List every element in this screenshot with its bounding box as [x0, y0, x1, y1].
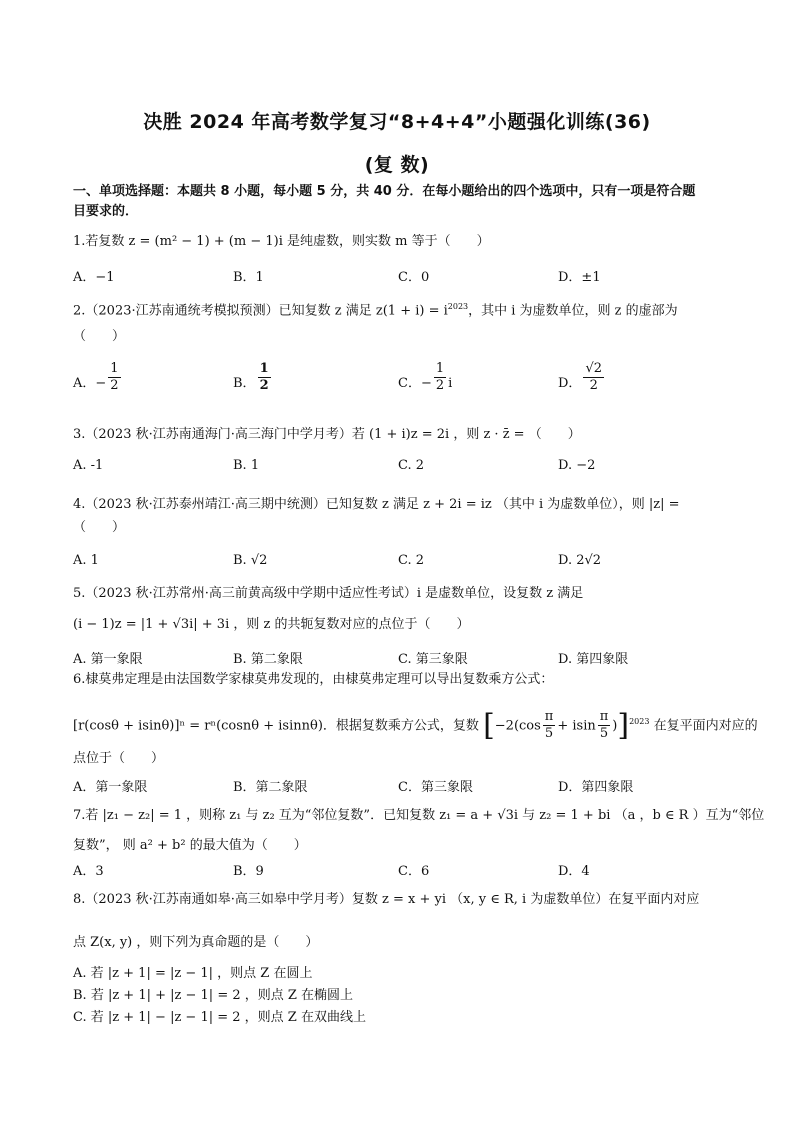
option-b: B．9 [233, 864, 264, 879]
option-c-imag-unit: i [448, 376, 453, 391]
question-7-stem: 7.若 |z₁ − z₂| = 1 ，则称 z₁ 与 z₂ 互为“邻位复数”．已知复数 z₁ = a + √3i 与 z₂ = 1 + bi （a ，b ∈ R ）互为“邻位 [73, 808, 765, 823]
fraction-denominator: 2 [110, 378, 119, 393]
option-a: A．−1 [73, 270, 115, 285]
option-d: D. 2√2 [558, 553, 602, 568]
question-3-options [73, 458, 733, 480]
fraction-denominator: 5 [599, 726, 609, 742]
option-a: A. 1 [73, 553, 99, 568]
question-2-stem-a: 2.（2023·江苏南通统考模拟预测）已知复数 z 满足 z(1 + i) = i [73, 303, 448, 319]
pi-over-five-fraction [543, 709, 556, 742]
question-8-option-b: B. 若 |z + 1| + |z − 1| = 2 ，则点 Z 在椭圆上 [73, 988, 354, 1003]
option-b: B. 第二象限 [233, 652, 303, 667]
question-5-stem: 5.（2023 秋·江苏常州·高三前黄高级中学期中适应性考试）i 是虚数单位，设复数 z 满足 [73, 586, 584, 601]
option-d: D. −2 [558, 458, 596, 473]
option-a: A．第一象限 [73, 780, 148, 795]
question-5-stem-cont: (i − 1)z = |1 + √3i| + 3i ，则 z 的共轭复数对应的点位于（ ） [73, 617, 470, 632]
question-6-inner-a: −2(cos [494, 718, 541, 734]
pi-over-five-fraction-2 [598, 709, 611, 742]
question-6-options [73, 776, 733, 798]
question-7-stem-cont: 复数”， 则 a² + b² 的最大值为（ ） [73, 838, 307, 853]
question-4-paren: （ ） [73, 520, 126, 535]
option-d: D．4 [558, 864, 590, 879]
option-a-label: A． [73, 376, 96, 391]
fraction-denominator: 2 [435, 378, 445, 393]
question-1-options [73, 266, 733, 288]
question-2-exponent: 2023 [447, 302, 469, 311]
option-c [398, 361, 453, 394]
question-2-stem-b: ，其中 i 为虚数单位，则 z 的虚部为 [468, 303, 678, 319]
option-a-fraction [108, 361, 120, 394]
option-c: C．第三象限 [398, 780, 473, 795]
question-6-stem: 6.棣莫弗定理是由法国数学家棣莫弗发现的，由棣莫弗定理可以导出复数乘方公式： [73, 672, 554, 687]
option-a: A．3 [73, 864, 104, 879]
question-6-paren: 点位于（ ） [73, 751, 165, 766]
option-d-fraction [583, 361, 604, 394]
question-8-stem-cont: 点 Z(x, y) ，则下列为真命题的是（ ） [73, 935, 319, 950]
question-5-options [73, 648, 733, 670]
page-subtitle: (复 数) [364, 154, 430, 176]
option-c-sign: − [420, 376, 432, 391]
option-a: A. -1 [73, 458, 104, 473]
option-d: D．±1 [558, 270, 601, 285]
fraction-numerator: √2 [585, 361, 602, 376]
right-bracket: ] [617, 707, 630, 743]
question-6-tail: 在复平面内对应的 [653, 718, 758, 734]
fraction-denominator: 5 [544, 726, 554, 742]
fraction-denominator: 2 [589, 378, 598, 393]
question-2-paren: （ ） [73, 329, 126, 344]
option-c: C．6 [398, 864, 430, 879]
page-title: 决胜 2024 年高考数学复习“8+4+4”小题强化训练(36) [143, 111, 651, 133]
fraction-numerator: 1 [110, 361, 119, 376]
question-6-formula-line [73, 704, 758, 743]
left-bracket: [ [483, 707, 495, 743]
section-heading-cont: 目要求的． [73, 204, 139, 219]
question-8-option-c: C. 若 |z + 1| − |z − 1| = 2 ，则点 Z 在双曲线上 [73, 1010, 366, 1025]
option-a-sign: − [95, 376, 107, 391]
option-b: B．1 [233, 270, 264, 285]
option-a [73, 361, 123, 394]
option-c: C．0 [398, 270, 430, 285]
question-7-options [73, 860, 733, 882]
fraction-denominator: 2 [259, 378, 269, 393]
fraction-numerator: π [544, 709, 554, 725]
option-c: C. 第三象限 [398, 652, 468, 667]
question-2-options [73, 362, 733, 402]
option-d [558, 361, 606, 394]
question-8-stem: 8.（2023 秋·江苏南通如皋·高三如皋中学月考）复数 z = x + yi （x, y ∈ R, i 为虚数单位）在复平面内对应 [73, 892, 700, 907]
question-4-options [73, 553, 733, 575]
option-c-fraction [434, 361, 446, 394]
option-d: D．第四象限 [558, 780, 634, 795]
question-6-inner-c: ) [612, 718, 618, 734]
question-3-stem: 3.（2023 秋·江苏南通海门·高三海门中学月考）若 (1 + i)z = 2i ，则 z · z̄ = （ ） [73, 427, 581, 442]
question-6-exponent: 2023 [629, 717, 650, 726]
fraction-numerator: 1 [435, 361, 445, 376]
question-8-option-a: A. 若 |z + 1| = |z − 1| ，则点 Z 在圆上 [73, 966, 313, 981]
fraction-numerator: 1 [259, 361, 269, 376]
option-b: B. √2 [233, 553, 268, 568]
option-b: B．第二象限 [233, 780, 308, 795]
option-b: B. 1 [233, 458, 260, 473]
fraction-numerator: π [599, 709, 609, 725]
section-heading: 一、单项选择题：本题共 8 小题，每小题 5 分，共 40 分．在每小题给出的四个选项中，只有一项是符合题 [73, 184, 696, 199]
option-a: A. 第一象限 [73, 652, 143, 667]
question-6-formula: [r(cosθ + isinθ)]ⁿ = rⁿ(cosnθ + isinnθ)．根据复数乘方公式，复数 [73, 718, 479, 734]
option-c: C. 2 [398, 458, 425, 473]
option-b [233, 361, 273, 394]
question-1-stem: 1.若复数 z = (m² − 1) + (m − 1)i 是纯虚数，则实数 m 等于（ ） [73, 234, 490, 249]
option-c: C. 2 [398, 553, 425, 568]
option-b-label: B． [233, 376, 256, 391]
question-4-stem: 4.（2023 秋·江苏泰州靖江·高三期中统测）已知复数 z 满足 z + 2i = iz （其中 i 为虚数单位），则 |z| = [73, 497, 680, 512]
option-d: D. 第四象限 [558, 652, 629, 667]
question-2-stem [73, 298, 730, 320]
option-c-label: C． [398, 376, 421, 391]
option-b-fraction [258, 361, 271, 394]
option-d-label: D． [558, 376, 582, 391]
question-6-inner-b: + isin [557, 718, 596, 734]
